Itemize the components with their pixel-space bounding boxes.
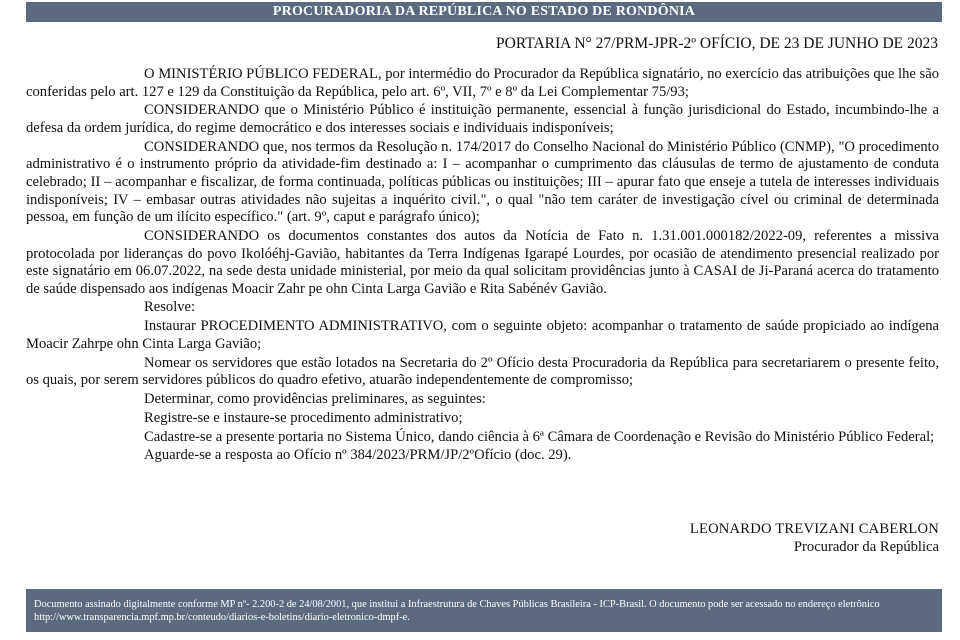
paragraph-preamble: O MINISTÉRIO PÚBLICO FEDERAL, por intermédio do Procurador da República signatário, no exercício das atribuições que lhe são conferidas pelo art. 127 e 129 da Constituição da República, pelo art. 6º, VII, 7º e 8º da Lei Complementar 75/93; xyxy=(26,66,939,100)
footer-bar xyxy=(26,589,942,632)
paragraph-considerando-1: CONSIDERANDO que o Ministério Público é instituição permanente, essencial à função jurisdicional do Estado, incumbindo-lhe a defesa da ordem jurídica, do regime democrático e dos interesses sociais e individuais indisponíveis; xyxy=(26,102,939,136)
footer-text: Documento assinado digitalmente conforme MP nº- 2.200-2 de 24/08/2001, que institui a Infraestrutura de Chaves Públicas Brasileira - ICP-Brasil. O documento pode ser acessado no endereço eletrônico http://www.transparencia.mpf.mp.br/conteudo/diarios-e-boletins/diario-eletronico-dmpf-e. xyxy=(34,599,880,623)
paragraph-considerando-3: CONSIDERANDO os documentos constantes dos autos da Notícia de Fato n. 1.31.001.000182/2022-09, referentes a missiva protocolada por lideranças do povo Ikolóéhj-Gavião, habitantes da Terra Indígenas Igarapé Lourdes, por ocasião de atendimento presencial realizado por este signatário em 06.07.2022, na sede desta unidade ministerial, por meio da qual solicitam providências junto à CASAI de Ji-Paraná acerca do tratamento de saúde dispensado aos indígenas Moacir Zahr pe ohn Cinta Larga Gavião e Rita Sabénév Gavião. xyxy=(26,227,939,297)
header-title: PROCURADORIA DA REPÚBLICA NO ESTADO DE RONDÔNIA xyxy=(272,4,696,19)
signature-block xyxy=(690,520,939,556)
paragraph-cadastre: Cadastre-se a presente portaria no Sistema Único, dando ciência à 6ª Câmara de Coordenação e Revisão do Ministério Público Federal; xyxy=(144,428,935,445)
paragraph-instaurar: Instaurar PROCEDIMENTO ADMINISTRATIVO, com o seguinte objeto: acompanhar o tratamento de saúde propiciado ao indígena Moacir Zahrpe ohn Cinta Larga Gavião; xyxy=(26,318,939,352)
paragraph-nomear: Nomear os servidores que estão lotados na Secretaria do 2º Ofício desta Procuradoria da República para secretariarem o presente feito, os quais, por serem servidores públicos do quadro efetivo, atuarão independentemente de compromisso; xyxy=(26,354,939,389)
paragraph-considerando-2: CONSIDERANDO que, nos termos da Resolução n. 174/2017 do Conselho Nacional do Ministério Público (CNMP), "O procedimento administrativo é o instrumento próprio da atividade-fim destinado a: I – acompanhar o cumprimento das cláusulas de termo de ajustamento de conduta celebrado; II – acompanhar e fiscalizar, de forma continuada, políticas públicas ou instituições; III – apurar fato que enseje a tutela de interesses individuais indisponíveis; IV – embasar outras atividades não sujeitas a inquérito civil.", o qual "não tem caráter de investigação cível ou criminal de determinada pessoa, em função de um ilícito específico." (art. 9º, caput e parágrafo único); xyxy=(26,138,939,226)
signer-name: LEONARDO TREVIZANI CABERLON xyxy=(689,521,939,537)
signer-role: Procurador da República xyxy=(793,539,939,555)
paragraph-resolve: Resolve: xyxy=(144,299,196,316)
header-bar xyxy=(26,2,942,22)
document-body xyxy=(26,66,939,466)
portaria-title: PORTARIA N° 27/PRM-JPR-2º OFÍCIO, DE 23 DE JUNHO DE 2023 xyxy=(496,35,938,52)
paragraph-aguarde: Aguarde-se a resposta ao Ofício nº 384/2023/PRM/JP/2ºOfício (doc. 29). xyxy=(144,447,572,464)
paragraph-determinar: Determinar, como providências preliminares, as seguintes: xyxy=(144,391,486,407)
paragraph-registre: Registre-se e instaure-se procedimento administrativo; xyxy=(144,409,463,426)
